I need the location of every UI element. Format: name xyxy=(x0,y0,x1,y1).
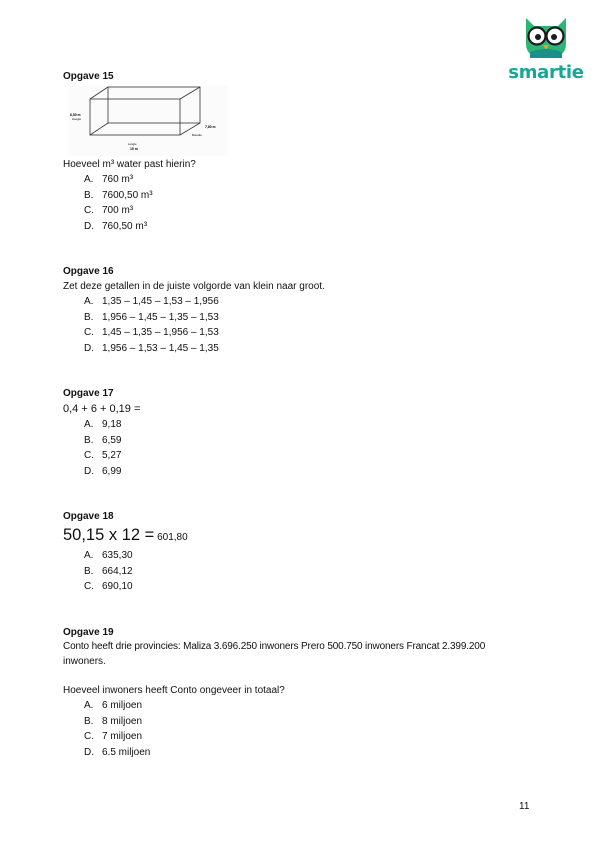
option-text: 7 miljoen xyxy=(102,731,143,743)
width-label: 7,80 m xyxy=(205,125,216,129)
q15-box-figure xyxy=(68,86,228,156)
q16-question: Zet deze getallen in de juiste volgorde van klein naar groot. xyxy=(63,281,325,292)
q18-answer-hint: 601,80 xyxy=(157,532,188,543)
option-text: 635,30 xyxy=(102,550,133,561)
q19-option-a[interactable] xyxy=(84,698,150,714)
q17-question: 0,4 + 6 + 0,19 = xyxy=(63,403,141,415)
option-text: 7600,50 m³ xyxy=(102,189,153,201)
option-key: C. xyxy=(84,205,94,217)
q15-option-c[interactable] xyxy=(84,203,153,219)
q17-option-d[interactable] xyxy=(84,464,121,480)
q19-options xyxy=(84,698,150,760)
q18-options xyxy=(84,548,133,595)
q18-heading: Opgave 18 xyxy=(63,511,114,522)
brand-name: smartie xyxy=(508,62,584,83)
option-key: C. xyxy=(84,450,94,462)
q19-option-b[interactable] xyxy=(84,714,150,730)
height-caption: Hoogte xyxy=(72,117,82,121)
option-key: A. xyxy=(84,296,94,307)
smartie-logo xyxy=(508,14,584,84)
q19-option-c[interactable] xyxy=(84,729,150,745)
q18-option-c[interactable] xyxy=(84,579,133,595)
q17-option-a[interactable] xyxy=(84,417,121,433)
option-key: B. xyxy=(84,311,94,323)
option-text: 1,45 – 1,35 – 1,956 – 1,53 xyxy=(102,327,219,339)
option-text: 5,27 xyxy=(102,450,122,462)
q19-heading: Opgave 19 xyxy=(63,627,114,638)
q19-text-line1: Conto heeft drie provincies: Maliza 3.696.250 inwoners Prero 500.750 inwoners Francat 2.399.200 xyxy=(63,641,486,652)
option-text: 760,50 m³ xyxy=(102,220,148,232)
q16-options xyxy=(84,294,219,356)
option-text: 6 miljoen xyxy=(102,700,143,711)
q16-option-b[interactable] xyxy=(84,310,219,326)
q19-question: Hoeveel inwoners heeft Conto ongeveer in totaal? xyxy=(63,685,285,696)
option-key: C. xyxy=(84,327,94,339)
option-text: 760 m³ xyxy=(102,174,134,185)
width-caption: Breedte xyxy=(192,133,202,137)
q15-option-a[interactable] xyxy=(84,172,153,188)
page-number: 11 xyxy=(519,801,530,812)
q18-option-b[interactable] xyxy=(84,564,133,580)
option-text: 664,12 xyxy=(102,565,133,577)
option-text: 9,18 xyxy=(102,419,122,430)
option-key: B. xyxy=(84,189,94,201)
height-label: 6,50 m xyxy=(70,113,81,117)
q15-option-d[interactable] xyxy=(84,219,153,235)
option-key: D. xyxy=(84,220,94,232)
q15-options xyxy=(84,172,153,234)
option-key: D. xyxy=(84,465,94,477)
length-label: 15 m xyxy=(130,147,138,151)
option-text: 700 m³ xyxy=(102,205,134,217)
q18-expression: 50,15 x 12 = xyxy=(63,526,155,544)
length-caption: Lengte xyxy=(128,142,137,146)
option-text: 1,956 – 1,45 – 1,35 – 1,53 xyxy=(102,311,219,323)
option-key: B. xyxy=(84,565,94,577)
q17-options xyxy=(84,417,121,479)
option-key: C. xyxy=(84,581,94,593)
q16-option-a[interactable] xyxy=(84,294,219,310)
option-key: D. xyxy=(84,342,94,354)
option-text: 6,99 xyxy=(102,465,122,477)
owl-icon xyxy=(520,14,572,60)
q16-heading: Opgave 16 xyxy=(63,266,114,277)
q15-option-b[interactable] xyxy=(84,188,153,204)
q16-option-d[interactable] xyxy=(84,341,219,357)
option-text: 690,10 xyxy=(102,581,133,593)
q17-option-c[interactable] xyxy=(84,448,121,464)
option-key: B. xyxy=(84,434,94,446)
q19-option-d[interactable] xyxy=(84,745,150,761)
q17-option-b[interactable] xyxy=(84,433,121,449)
option-text: 8 miljoen xyxy=(102,715,143,727)
q18-question xyxy=(63,526,188,545)
q17-heading: Opgave 17 xyxy=(63,388,114,399)
option-text: 6,59 xyxy=(102,434,122,446)
option-key: D. xyxy=(84,746,94,758)
box-diagram xyxy=(68,86,228,156)
option-text: 1,956 – 1,53 – 1,45 – 1,35 xyxy=(102,342,219,354)
option-key: A. xyxy=(84,174,94,185)
option-key: A. xyxy=(84,419,94,430)
option-key: A. xyxy=(84,550,94,561)
option-key: C. xyxy=(84,731,94,743)
option-key: B. xyxy=(84,715,94,727)
q19-text-line2: inwoners. xyxy=(63,656,106,667)
q15-heading: Opgave 15 xyxy=(63,71,114,82)
option-key: A. xyxy=(84,700,94,711)
option-text: 1,35 – 1,45 – 1,53 – 1,956 xyxy=(102,296,219,307)
q18-option-a[interactable] xyxy=(84,548,133,564)
option-text: 6.5 miljoen xyxy=(102,746,151,758)
q16-option-c[interactable] xyxy=(84,325,219,341)
q15-question: Hoeveel m³ water past hierin? xyxy=(63,159,196,170)
